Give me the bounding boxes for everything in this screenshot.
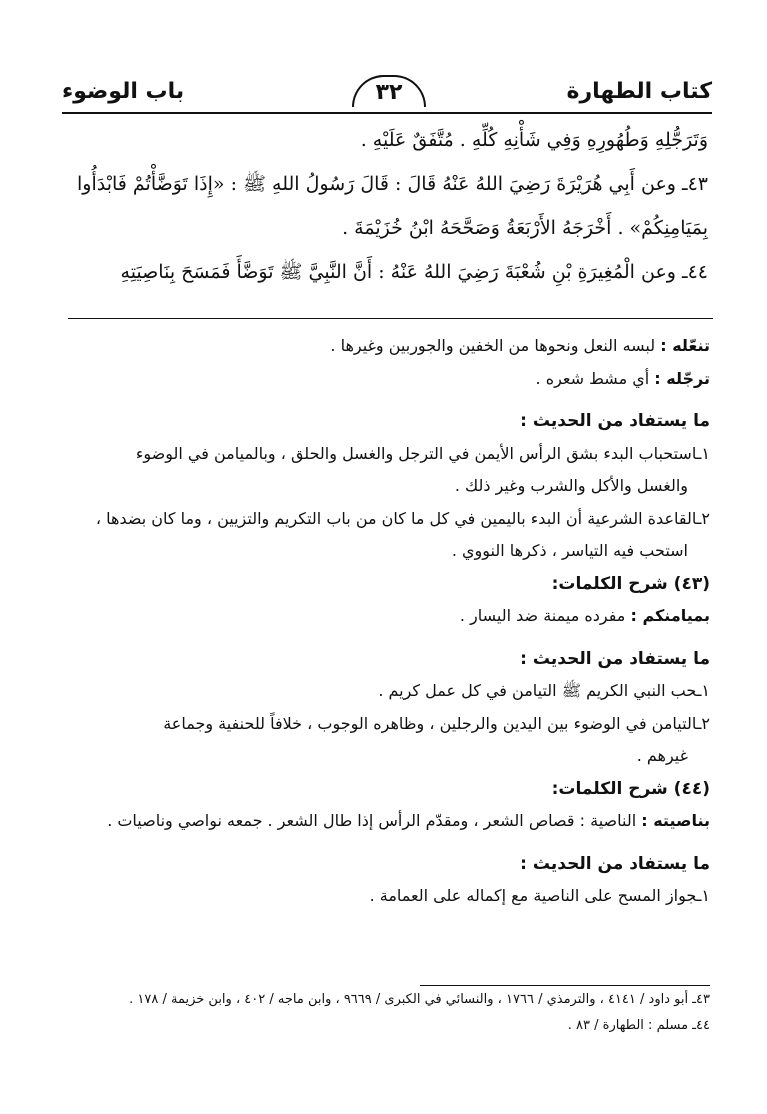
item-number: ٢ـ bbox=[696, 508, 710, 528]
hadith-line: ٤٣ـ وعن أَبِي هُرَيْرَةَ رَضِيَ اللهُ عَنْهُ قَالَ : قَالَ رَسُولُ اللهِ ﷺ : «إِذَا تَوَضَّأْتُمْ فَابْدَأُوا bbox=[76, 173, 708, 195]
glossary-entry bbox=[68, 330, 710, 363]
header-rule bbox=[62, 112, 712, 114]
section-divider bbox=[68, 318, 713, 319]
benefit-item bbox=[68, 438, 710, 471]
item-number: ١ـ bbox=[696, 886, 710, 905]
benefits-heading: ما يستفاد من الحديث : bbox=[520, 411, 710, 431]
commentary bbox=[68, 330, 710, 913]
glossary-term: ترجّله : bbox=[654, 368, 710, 388]
book-title: كتاب الطهارة bbox=[566, 79, 712, 104]
item-text: استحباب البدء بشق الرأس الأيمن في الترجل والغسل والحلق ، وبالميامن في الوضوء bbox=[135, 443, 697, 463]
glossary-term: بناصيته : bbox=[641, 811, 710, 830]
hadith-line: بِمَيَامِنِكُمْ» . أَخْرَجَهُ الأَرْبَعَةُ وَصَحَّحَهُ ابْنُ خُزَيْمَةَ . bbox=[342, 217, 708, 239]
glossary-definition: لبسه النعل ونحوها من الخفين والجوربين وغيرها . bbox=[330, 336, 656, 355]
footnotes bbox=[68, 987, 710, 1039]
item-text: جواز المسح على الناصية مع إكماله على العمامة . bbox=[369, 886, 697, 905]
benefit-item bbox=[68, 708, 710, 741]
page-header bbox=[62, 75, 712, 115]
item-number: ١ـ bbox=[696, 681, 710, 700]
item-number: ٢ـ bbox=[696, 713, 710, 733]
glossary-entry bbox=[68, 363, 710, 396]
benefits-heading: ما يستفاد من الحديث : bbox=[520, 853, 710, 874]
benefit-item bbox=[68, 503, 710, 536]
item-text: حب النبي الكريم ﷺ التيامن في كل عمل كريم . bbox=[378, 681, 697, 700]
benefits-heading: ما يستفاد من الحديث : bbox=[520, 648, 710, 669]
page-number: ٣٢ bbox=[352, 75, 426, 107]
benefit-item bbox=[68, 880, 710, 913]
benefit-item bbox=[68, 675, 710, 708]
section-heading: (٤٤) شرح الكلمات: bbox=[551, 778, 710, 799]
benefit-continuation: استحب فيه التياسر ، ذكرها النووي . bbox=[451, 541, 688, 560]
hadith-line: وَتَرَجُّلِهِ وَطُهُورِهِ وَفِي شَأْنِهِ كُلِّهِ . مُتَّفَقٌ عَلَيْهِ . bbox=[360, 129, 708, 151]
item-text: القاعدة الشرعية أن البدء باليمين في كل ما كان من باب التكريم والتزيين ، وما كان بضدها ، bbox=[95, 508, 697, 528]
benefit-continuation: والغسل والأكل والشرب وغير ذلك . bbox=[454, 476, 688, 495]
glossary-term: تنعّله : bbox=[660, 336, 710, 355]
glossary-definition: الناصية : قصاص الشعر ، ومقدّم الرأس إذا طال الشعر . جمعه نواصي وناصيات . bbox=[107, 811, 637, 830]
footnote-44: ٤٤ـ مسلم : الطهارة / ٨٣ . bbox=[567, 1018, 710, 1033]
footnote-rule bbox=[420, 985, 710, 986]
glossary-entry bbox=[68, 805, 710, 838]
item-text: التيامن في الوضوء بين اليدين والرجلين ، وظاهره الوجوب ، خلافاً للحنفية وجماعة bbox=[163, 713, 697, 733]
hadith-line: ٤٤ـ وعن الْمُغِيرَةِ بْنِ شُعْبَةَ رَضِيَ اللهُ عَنْهُ : أَنَّ النَّبِيَّ ﷺ تَوَضَّأَ فَمَسَحَ بِنَاصِيَتِهِ bbox=[120, 261, 708, 283]
glossary-term: بميامنكم : bbox=[630, 606, 710, 625]
glossary-definition: أي مشط شعره . bbox=[535, 368, 650, 388]
footnote-43: ٤٣ـ أبو داود / ٤١٤١ ، والترمذي / ١٧٦٦ ، والنسائي في الكبرى / ٩٦٦٩ ، وابن ماجه / ٤٠٢ ، وابن خزيمة / ١٧٨ . bbox=[129, 992, 710, 1007]
benefit-continuation: غيرهم . bbox=[636, 746, 688, 765]
section-heading: (٤٣) شرح الكلمات: bbox=[551, 573, 710, 594]
item-number: ١ـ bbox=[696, 443, 710, 463]
glossary-definition: مفرده ميمنة ضد اليسار . bbox=[459, 606, 626, 625]
chapter-title: باب الوضوء bbox=[62, 79, 185, 104]
hadith-text bbox=[68, 118, 708, 294]
glossary-entry bbox=[68, 600, 710, 633]
